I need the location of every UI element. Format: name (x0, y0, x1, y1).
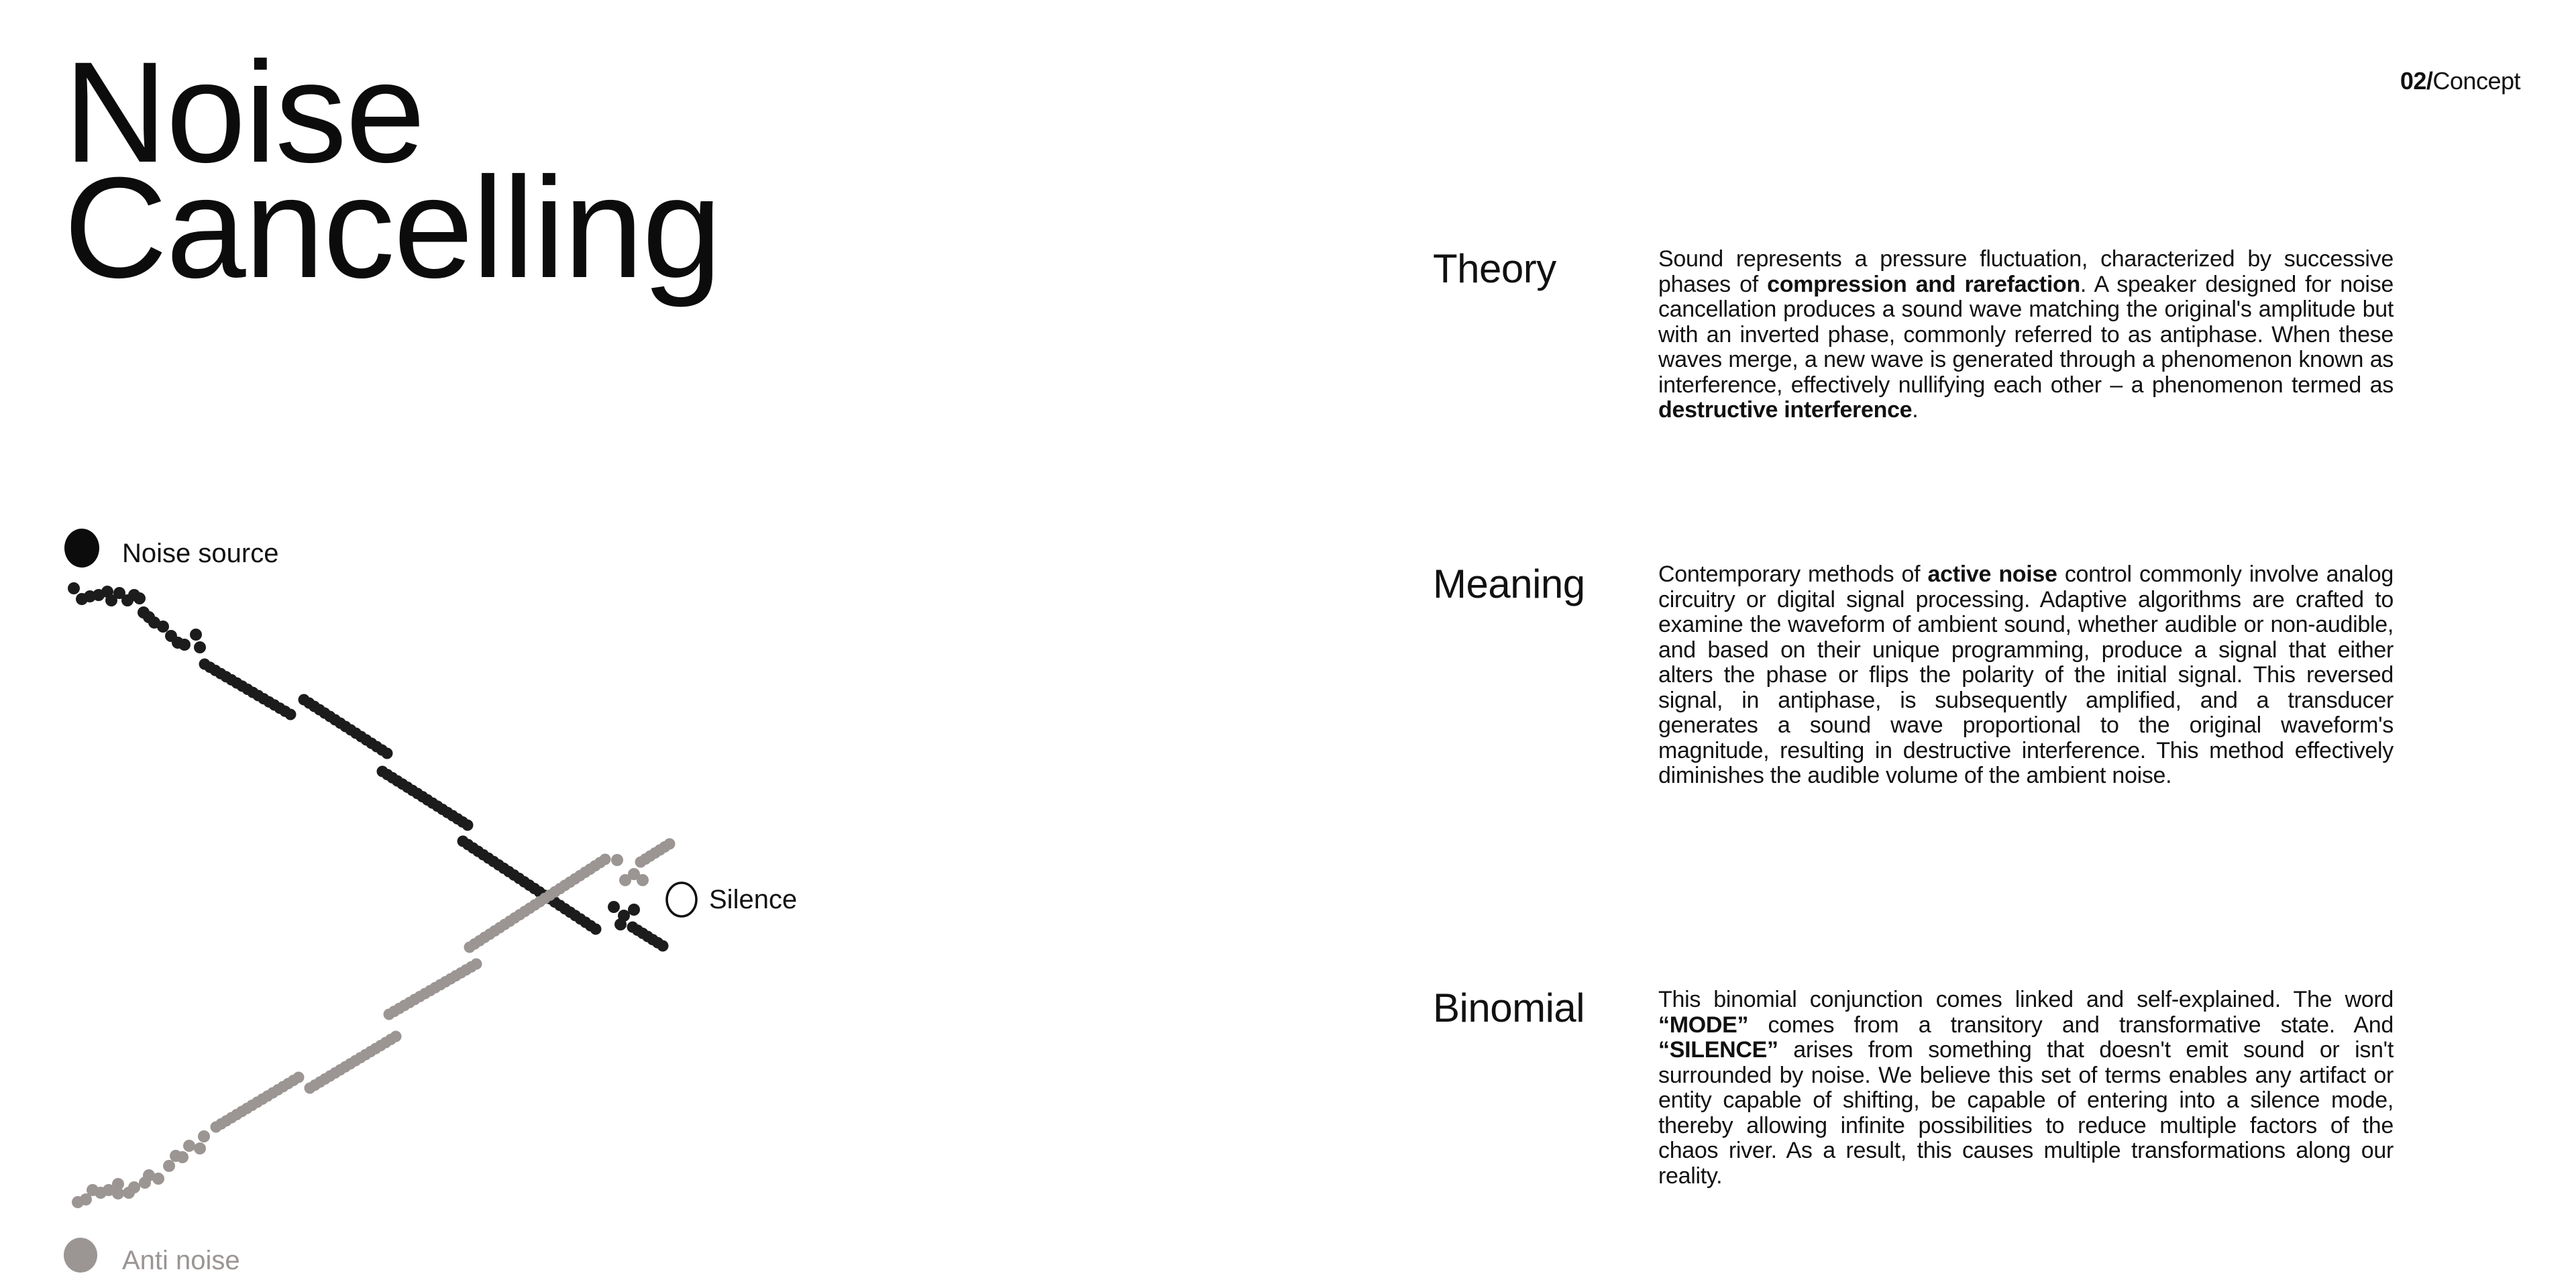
noise-wave (68, 582, 669, 952)
page-section: Concept (2432, 67, 2520, 95)
wave-dot (614, 918, 627, 930)
wave-dot (590, 924, 602, 935)
wave-dot (178, 639, 191, 651)
wave-dot (471, 959, 482, 970)
silence-marker (667, 883, 696, 916)
section-text-theory: Sound represents a pressure fluctuation, characterized by successive phases of compression and rarefaction. A speaker designed for noise cancellation produces a sound wave matching the original's amplitude but with an inverted phase, commonly referred to as antiphase. When these waves merge, a new wave is generated through a phenomenon known as interference, effectively nullifying each other – a phenomenon termed as destructive interference. (1658, 246, 2394, 423)
section-heading-theory: Theory (1433, 246, 1556, 291)
section-heading-meaning: Meaning (1433, 561, 1585, 606)
wave-dot (133, 592, 146, 604)
wave-dot (112, 1187, 124, 1199)
wave-dot (194, 1142, 206, 1155)
title-line-1: Noise (64, 32, 425, 193)
wave-dot (382, 748, 393, 759)
wave-dot (190, 629, 202, 641)
wave-dot (608, 901, 620, 913)
section-text-meaning: Contemporary methods of active noise control commonly involve analog circuitry or digital signal processing. Adaptive algorithms are crafted to examine the waveform of ambient sound, whether audible or non-audible, and based on their unique programming, produce a signal that either alters the phase or flips the polarity of the initial signal. This reversed signal, in antiphase, is subsequently amplified, and a transducer generates a sound wave proportional to the original waveform's magnitude, resulting in destructive interference. This method effectively diminishes the audible volume of the ambient noise. (1658, 561, 2394, 788)
wave-dot (157, 621, 169, 633)
wave-dot (462, 820, 474, 831)
anti-noise-label: Anti noise (122, 1246, 240, 1275)
page-number: 02/ (2400, 67, 2433, 95)
wave-dot (176, 1151, 189, 1163)
anti-noise-wave (72, 839, 676, 1209)
wave-dot (163, 1160, 175, 1172)
page-label (2400, 67, 2520, 95)
wave-dot (611, 854, 623, 866)
wave-dot (68, 582, 80, 594)
title-line-2: Cancelling (64, 148, 721, 308)
noise-cancelling-diagram (0, 0, 872, 1288)
wave-dot (390, 1031, 402, 1042)
wave-dot (600, 854, 611, 865)
wave-dot (664, 839, 676, 850)
wave-dot (198, 1130, 210, 1142)
wave-dot (293, 1072, 305, 1083)
wave-dot (128, 1181, 140, 1193)
wave-dot (628, 904, 640, 916)
wave-dot (183, 1140, 195, 1152)
anti-noise-marker (64, 1238, 97, 1273)
silence-label: Silence (709, 885, 798, 914)
wave-dot (194, 641, 206, 653)
section-heading-binomial: Binomial (1433, 985, 1585, 1030)
wave-dot (637, 874, 649, 886)
wave-dot (657, 941, 669, 952)
wave-dot (152, 1173, 164, 1185)
noise-source-label: Noise source (122, 539, 279, 568)
wave-dot (285, 709, 297, 720)
section-text-binomial: This binomial conjunction comes linked and self-explained. The word “MODE” comes from a transitory and transformative state. And “SILENCE” arises from something that doesn't emit sound or isn't surrounded by noise. We believe this set of terms enables any artifact or entity capable of shifting, be capable of entering into a silence mode, thereby allowing infinite possibilities to reduce multiple factors of the chaos river. As a result, this causes multiple transformations along our reality. (1658, 987, 2394, 1189)
noise-source-marker (64, 529, 99, 568)
